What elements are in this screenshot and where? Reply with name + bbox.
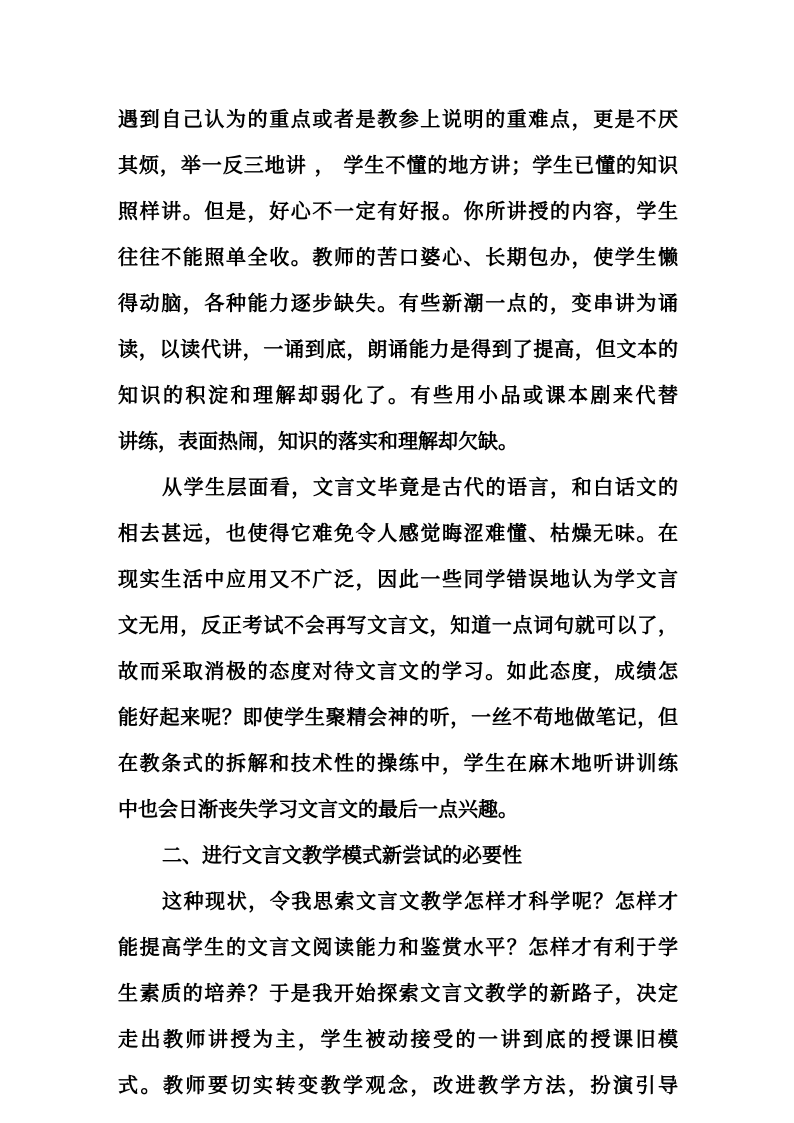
text-line: 从学生层面看，文言文毕竟是古代的语言，和白话文的 (162, 475, 678, 499)
text-line: 能提高学生的文言文阅读能力和鉴赏水平？怎样才有利于学 (118, 935, 678, 959)
text-line: 其烦，举一反三地讲 ， 学生不懂的地方讲；学生已懂的知识 (118, 153, 678, 177)
text-line: 生素质的培养？于是我开始探索文言文教学的新路子，决定 (118, 981, 678, 1005)
body-text (118, 96, 678, 1108)
text-line: 现实生活中应用又不广泛，因此一些同学错误地认为学文言 (118, 567, 678, 591)
text-line: 得动脑，各种能力逐步缺失。有些新潮一点的，变串讲为诵 (118, 291, 678, 315)
text-line: 式。教师要切实转变教学观念，改进教学方法，扮演引导 (118, 1073, 678, 1097)
text-line: 故而采取消极的态度对待文言文的学习。如此态度，成绩怎 (118, 659, 678, 683)
text-line: 照样讲。但是，好心不一定有好报。你所讲授的内容，学生 (118, 199, 678, 223)
text-line: 讲练，表面热闹，知识的落实和理解却欠缺。 (118, 429, 518, 453)
text-line: 往往不能照单全收。教师的苦口婆心、长期包办，使学生懒 (118, 245, 678, 269)
text-line: 文无用，反正考试不会再写文言文，知道一点词句就可以了， (118, 613, 678, 637)
text-line: 相去甚远，也使得它难免令人感觉晦涩难懂、枯燥无味。在 (118, 521, 678, 545)
section-heading: 二、进行文言文教学模式新尝试的必要性 (162, 843, 522, 867)
text-line: 在教条式的拆解和技术性的操练中，学生在麻木地听讲训练 (118, 751, 678, 775)
text-line: 遇到自己认为的重点或者是教参上说明的重难点，更是不厌 (118, 107, 678, 131)
text-line: 读，以读代讲，一诵到底，朗诵能力是得到了提高，但文本的 (118, 337, 678, 361)
text-line: 中也会日渐丧失学习文言文的最后一点兴趣。 (118, 797, 518, 821)
text-line: 走出教师讲授为主，学生被动接受的一讲到底的授课旧模 (118, 1027, 678, 1051)
text-line: 知识的积淀和理解却弱化了。有些用小品或课本剧来代替 (118, 383, 678, 407)
text-line: 能好起来呢？即使学生聚精会神的听，一丝不苟地做笔记，但 (118, 705, 678, 729)
text-line: 这种现状，令我思索文言文教学怎样才科学呢？怎样才 (162, 889, 678, 913)
